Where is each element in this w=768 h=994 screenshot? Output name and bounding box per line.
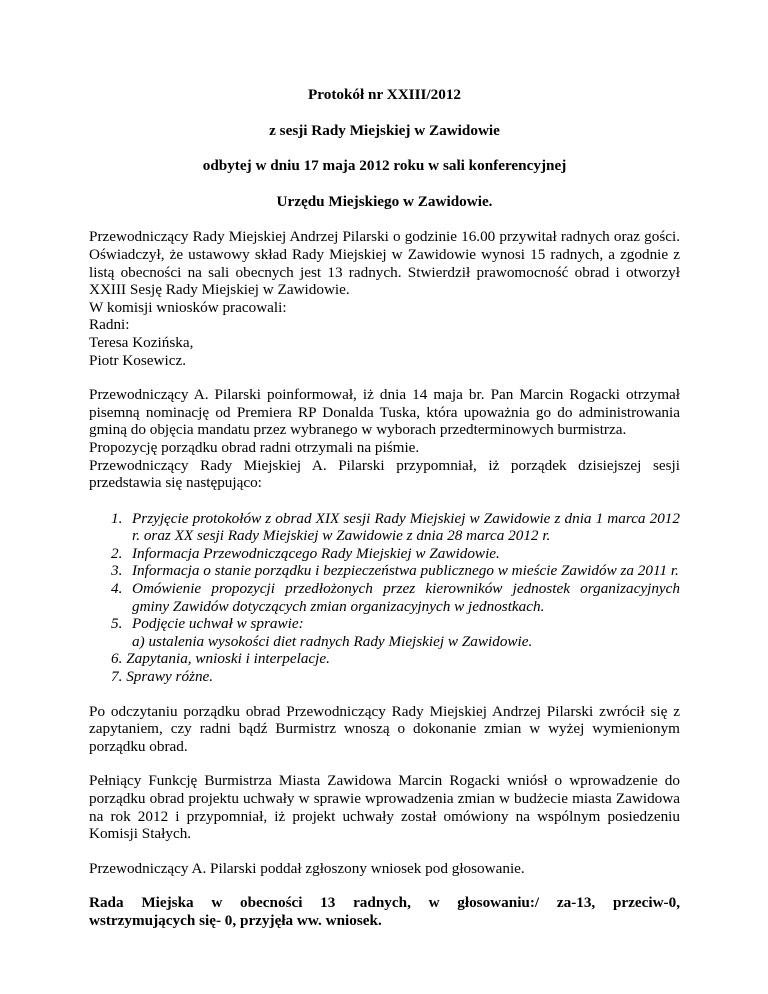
agenda-item-text: Przyjęcie protokołów z obrad XIX sesji Rady Miejskiej w Zawidowie z dnia 1 marca 2012 r. oraz XX sesji Rady Miejskiej w Zawidowie z dnia 28 marca 2012 r. [132, 509, 680, 545]
session-date-place: odbytej w dniu 17 maja 2012 roku w sali konferencyjnej [202, 157, 567, 175]
commission-member: Piotr Kosewicz. [89, 351, 187, 369]
agenda-received-line: Propozycję porządku obrad radni otrzymali na piśmie. [89, 438, 420, 456]
agenda-item-number: 2. [111, 544, 123, 562]
agenda-item [111, 580, 680, 615]
agenda-item-number: 1. [111, 509, 123, 527]
nomination-paragraph: Przewodniczący A. Pilarski poinformował, iż dnia 14 maja br. Pan Marcin Rogacki otrzymał pisemną nominację od Premiera RP Donalda Tuska, która upoważnia go do administrowania gminą do objęcia mandatu przez wybranego w wyborach przedterminowych burmistrza. [89, 386, 680, 439]
vote-result-line: Rada Miejska w obecności 13 radnych, w głosowaniu:/ za-13, przeciw-0, [89, 894, 680, 912]
mayor-motion-paragraph: Pełniący Funkcję Burmistrza Miasta Zawidowa Marcin Rogacki wniósł o wprowadzenie do porządku obrad projektu uchwały w sprawie wprowadzenia zmian w budżecie miasta Zawidowa na rok 2012 i przypomniał, iż projekt uchwały został omówiony na wspólnym posiedzeniu Komisji Stałych. [89, 772, 680, 843]
agenda-item [111, 615, 680, 633]
agenda-item [111, 562, 680, 580]
agenda-item: 7. Sprawy różne. [111, 668, 214, 686]
agenda-item-text: Informacja o stanie porządku i bezpieczeństwa publicznego w mieście Zawidów za 2011 r. [132, 562, 679, 580]
protocol-title: Protokół nr XXIII/2012 [307, 86, 462, 103]
agenda-changes-paragraph: Po odczytaniu porządku obrad Przewodniczący Rady Miejskiej Andrzej Pilarski zwrócił się z zapytaniem, czy radni bądź Burmistrz wnoszą o dokonanie zmian w wyżej wymienionym porządku obrad. [89, 702, 680, 755]
session-office: Urzędu Miejskiego w Zawidowie. [276, 192, 493, 210]
agenda-sub-item: a) ustalenia wysokości diet radnych Rady Miejskiej w Zawidowie. [132, 632, 533, 650]
agenda-item-text: Informacja Przewodniczącego Rady Miejskiej w Zawidowie. [132, 544, 500, 562]
commission-label: W komisji wniosków pracowali: [89, 298, 287, 316]
session-subtitle: z sesji Rady Miejskiej w Zawidowie [269, 121, 500, 139]
agenda-item-number: 5. [111, 615, 123, 633]
agenda-list [111, 510, 680, 686]
agenda-item [111, 545, 680, 563]
agenda-item-number: 3. [111, 562, 123, 580]
agenda-item [111, 510, 680, 545]
agenda-intro-paragraph: Przewodniczący Rady Miejskiej A. Pilarski przypomniał, iż porządek dzisiejszej sesji przedstawia się następująco: [89, 456, 680, 492]
document-page [89, 86, 680, 930]
vote-result-line: wstrzymujących się- 0, przyjęła ww. wniosek. [89, 911, 382, 929]
commission-member: Teresa Kozińska, [89, 333, 194, 351]
radni-label: Radni: [89, 316, 130, 334]
intro-paragraph: Przewodniczący Rady Miejskiej Andrzej Pilarski o godzinie 16.00 przywitał radnych oraz gości. Oświadczył, że ustawowy skład Rady Miejskiej w Zawidowie wynosi 15 radnych, a zgodnie z listą obecności na sali obecnych jest 13 radnych. Stwierdził prawomocność obrad i otworzył XXIII Sesję Rady Miejskiej w Zawidowie. [89, 228, 680, 299]
agenda-item-text: Omówienie propozycji przedłożonych przez kierowników jednostek organizacyjnych gminy Zawidów dotyczących zmian organizacyjnych w jednostkach. [132, 580, 680, 615]
agenda-item-number: 4. [111, 580, 123, 598]
vote-call-line: Przewodniczący A. Pilarski poddał zgłoszony wniosek pod głosowanie. [89, 859, 525, 877]
agenda-item-text: Podjęcie uchwał w sprawie: [132, 615, 304, 633]
agenda-item: 6. Zapytania, wnioski i interpelacje. [111, 650, 330, 668]
